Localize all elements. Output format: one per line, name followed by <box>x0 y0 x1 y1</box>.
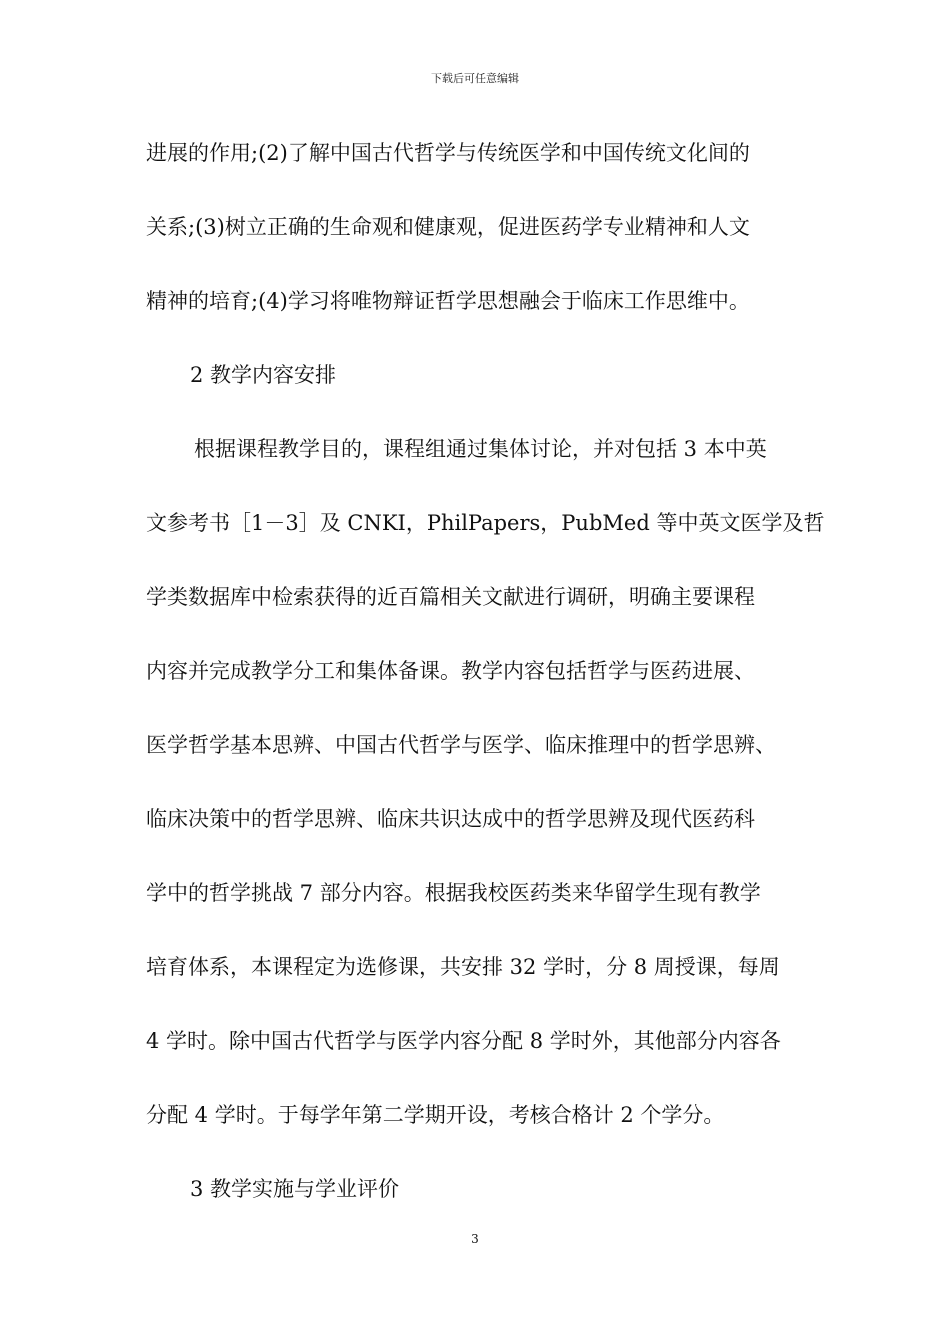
body-line: 临床决策中的哲学思辨、临床共识达成中的哲学思辨及现代医药科 <box>146 807 755 831</box>
body-line: 关系;(3)树立正确的生命观和健康观，促进医药学专业精神和人文 <box>146 215 750 239</box>
section-heading-2: 2 教学内容安排 <box>190 363 337 387</box>
body-line: 分配 4 学时。于每学年第二学期开设，考核合格计 2 个学分。 <box>146 1103 725 1127</box>
body-line: 医学哲学基本思辨、中国古代哲学与医学、临床推理中的哲学思辨、 <box>146 733 776 757</box>
section-heading-3: 3 教学实施与学业评价 <box>190 1177 400 1201</box>
body-line: 进展的作用;(2)了解中国古代哲学与传统医学和中国传统文化间的 <box>146 141 750 165</box>
body-line: 文参考书［1－3］及 CNKI，PhilPapers，PubMed 等中英文医学及哲 <box>146 511 825 535</box>
body-line: 4 学时。除中国古代哲学与医学内容分配 8 学时外，其他部分内容各 <box>146 1029 781 1053</box>
body-line: 培育体系，本课程定为选修课，共安排 32 学时，分 8 周授课，每周 <box>146 955 780 979</box>
paragraph-start: 根据课程教学目的，课程组通过集体讨论，并对包括 3 本中英 <box>194 437 767 461</box>
document-body <box>146 131 836 1241</box>
body-line: 精神的培育;(4)学习将唯物辩证哲学思想融会于临床工作思维中。 <box>146 289 750 313</box>
body-line: 学中的哲学挑战 7 部分内容。根据我校医药类来华留学生现有教学 <box>146 881 761 905</box>
page-number: 3 <box>471 1232 479 1246</box>
page-header: 下载后可任意编辑 <box>431 72 519 85</box>
body-line: 学类数据库中检索获得的近百篇相关文献进行调研，明确主要课程 <box>146 585 755 609</box>
body-line: 内容并完成教学分工和集体备课。教学内容包括哲学与医药进展、 <box>146 659 755 683</box>
